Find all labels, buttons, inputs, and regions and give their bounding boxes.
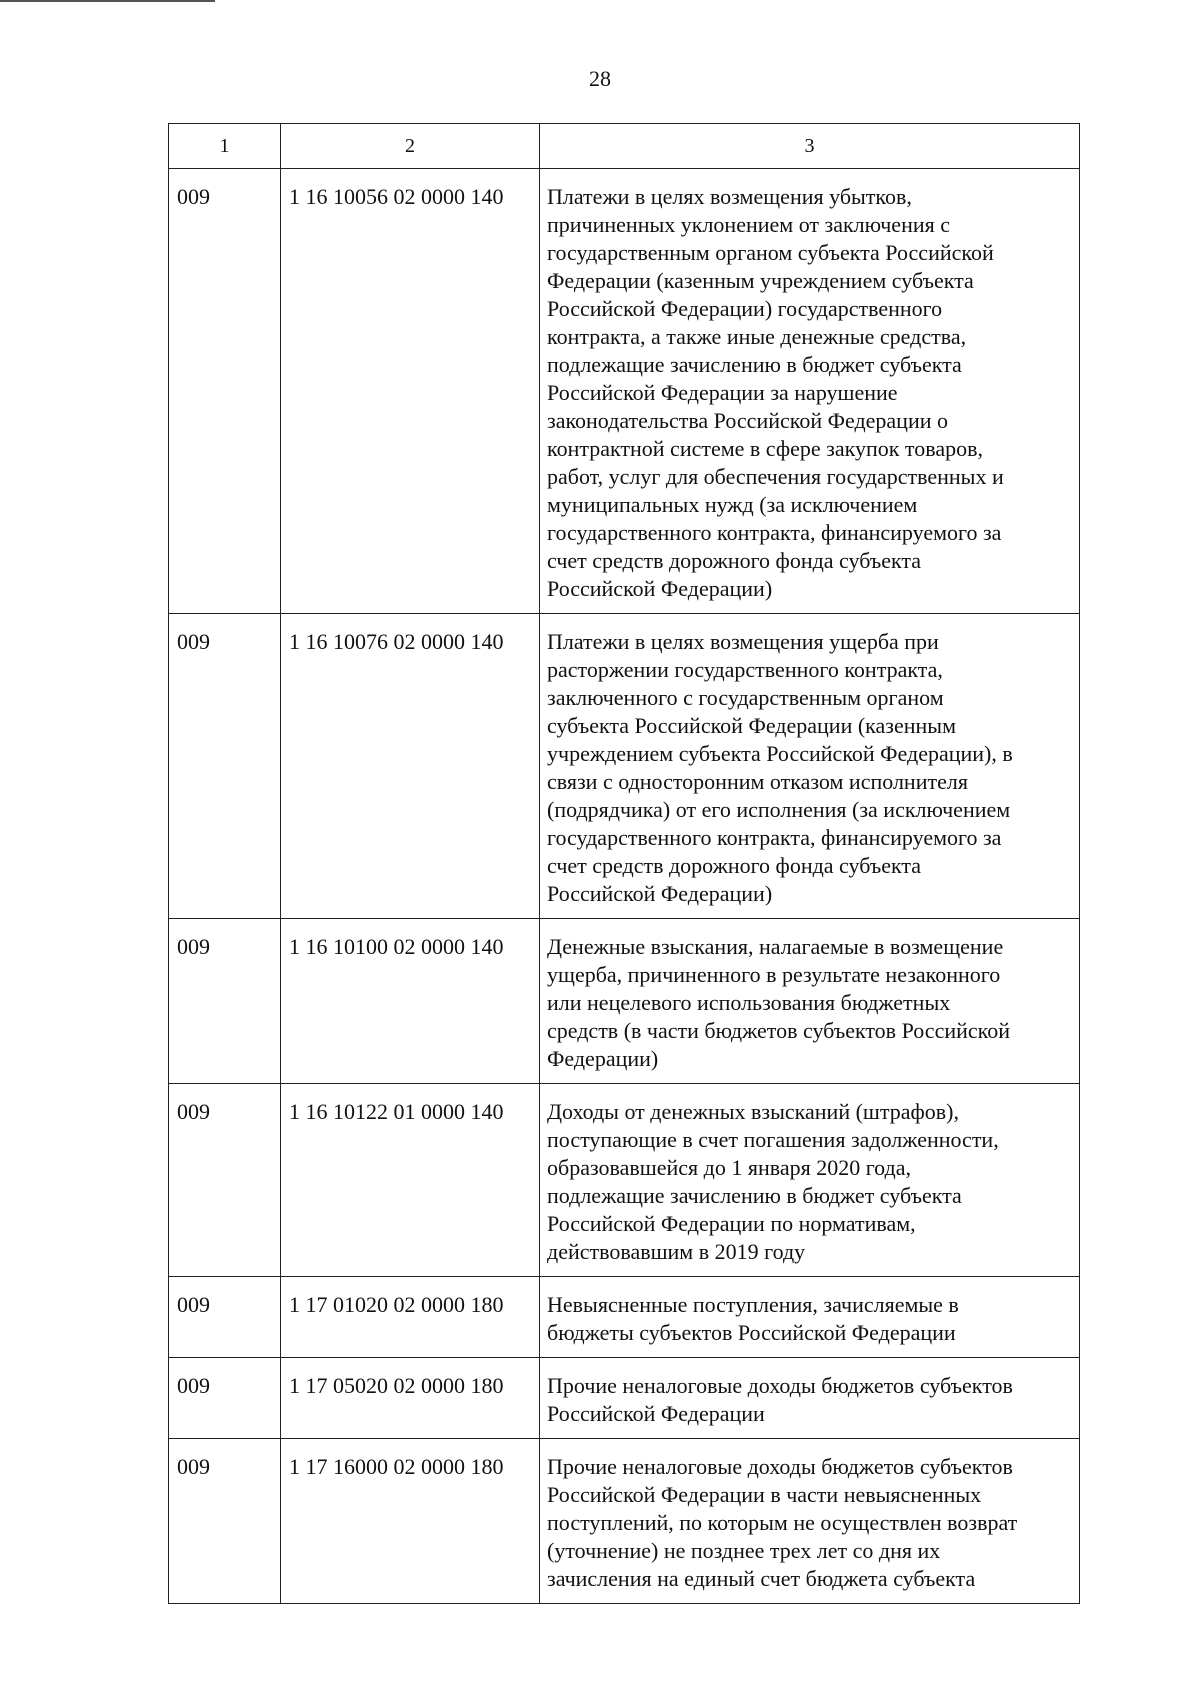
- description-line: Платежи в целях возмещения ущерба при: [547, 629, 939, 654]
- description-line: поступающие в счет погашения задолженности,: [547, 1127, 999, 1152]
- page-number: 28: [589, 66, 611, 91]
- description-line: Российской Федерации в части невыясненных: [547, 1482, 982, 1507]
- admin-code-cell: 009: [169, 169, 281, 614]
- table-header-row: [169, 124, 1080, 169]
- kbk-code-cell: 1 17 05020 02 0000 180: [281, 1358, 540, 1439]
- kbk-code-cell: 1 17 16000 02 0000 180: [281, 1439, 540, 1604]
- description-line: зачисления на единый счет бюджета субъекта: [547, 1566, 976, 1591]
- description-cell: [540, 169, 1080, 614]
- description-line: Российской Федерации за нарушение: [547, 380, 898, 405]
- revenue-codes-table: [168, 123, 1080, 1604]
- admin-code-cell: 009: [169, 919, 281, 1084]
- description-line: Российской Федерации): [547, 576, 773, 601]
- description-cell: [540, 614, 1080, 919]
- description-line: счет средств дорожного фонда субъекта: [547, 853, 922, 878]
- description-line: связи с односторонним отказом исполнителя: [547, 769, 968, 794]
- description-line: Федерации (казенным учреждением субъекта: [547, 268, 974, 293]
- kbk-code-cell: 1 16 10056 02 0000 140: [281, 169, 540, 614]
- table-row: [169, 169, 1080, 614]
- kbk-code-cell: 1 16 10122 01 0000 140: [281, 1084, 540, 1277]
- scan-artifact-line: [0, 0, 215, 2]
- table-row: [169, 1358, 1080, 1439]
- description-line: муниципальных нужд (за исключением: [547, 492, 918, 517]
- description-cell: [540, 1358, 1080, 1439]
- description-line: Невыясненные поступления, зачисляемые в: [547, 1292, 959, 1317]
- admin-code-cell: 009: [169, 614, 281, 919]
- column-header-2: 2: [281, 124, 540, 169]
- description-line: Прочие неналоговые доходы бюджетов субъектов: [547, 1454, 1013, 1479]
- kbk-code-cell: 1 17 01020 02 0000 180: [281, 1277, 540, 1358]
- description-line: Федерации): [547, 1046, 659, 1071]
- description-line: поступлений, по которым не осуществлен возврат: [547, 1510, 1018, 1535]
- admin-code-cell: 009: [169, 1277, 281, 1358]
- description-line: субъекта Российской Федерации (казенным: [547, 713, 956, 738]
- description-line: Платежи в целях возмещения убытков,: [547, 184, 912, 209]
- description-line: счет средств дорожного фонда субъекта: [547, 548, 922, 573]
- description-cell: [540, 1439, 1080, 1604]
- description-line: государственным органом субъекта Российской: [547, 240, 994, 265]
- table-row: [169, 1084, 1080, 1277]
- description-cell: [540, 1084, 1080, 1277]
- description-line: или нецелевого использования бюджетных: [547, 990, 951, 1015]
- description-line: (уточнение) не позднее трех лет со дня их: [547, 1538, 941, 1563]
- description-line: средств (в части бюджетов субъектов Российской: [547, 1018, 1010, 1043]
- description-line: государственного контракта, финансируемого за: [547, 520, 1002, 545]
- description-line: Доходы от денежных взысканий (штрафов),: [547, 1099, 959, 1124]
- description-line: бюджеты субъектов Российской Федерации: [547, 1320, 956, 1345]
- description-line: Прочие неналоговые доходы бюджетов субъектов: [547, 1373, 1013, 1398]
- description-line: Российской Федерации) государственного: [547, 296, 943, 321]
- description-line: Российской Федерации по нормативам,: [547, 1211, 916, 1236]
- table-row: [169, 614, 1080, 919]
- table-row: [169, 1277, 1080, 1358]
- admin-code-cell: 009: [169, 1358, 281, 1439]
- description-line: работ, услуг для обеспечения государственных и: [547, 464, 1004, 489]
- description-line: ущерба, причиненного в результате незаконного: [547, 962, 1001, 987]
- description-line: подлежащие зачислению в бюджет субъекта: [547, 1183, 962, 1208]
- description-cell: [540, 919, 1080, 1084]
- description-line: учреждением субъекта Российской Федерации), в: [547, 741, 1013, 766]
- description-line: контрактной системе в сфере закупок товаров,: [547, 436, 983, 461]
- description-line: Российской Федерации): [547, 881, 773, 906]
- kbk-code-cell: 1 16 10100 02 0000 140: [281, 919, 540, 1084]
- description-line: контракта, а также иные денежные средства,: [547, 324, 967, 349]
- table-row: [169, 1439, 1080, 1604]
- column-header-1: 1: [169, 124, 281, 169]
- description-line: действовавшим в 2019 году: [547, 1239, 806, 1264]
- description-cell: [540, 1277, 1080, 1358]
- description-line: подлежащие зачислению в бюджет субъекта: [547, 352, 962, 377]
- description-line: Денежные взыскания, налагаемые в возмещение: [547, 934, 1004, 959]
- table-body: [169, 169, 1080, 1604]
- description-line: государственного контракта, финансируемого за: [547, 825, 1002, 850]
- description-line: заключенного с государственным органом: [547, 685, 944, 710]
- kbk-code-cell: 1 16 10076 02 0000 140: [281, 614, 540, 919]
- description-line: причиненных уклонением от заключения с: [547, 212, 950, 237]
- admin-code-cell: 009: [169, 1439, 281, 1604]
- description-line: образовавшейся до 1 января 2020 года,: [547, 1155, 911, 1180]
- description-line: расторжении государственного контракта,: [547, 657, 943, 682]
- description-line: Российской Федерации: [547, 1401, 765, 1426]
- admin-code-cell: 009: [169, 1084, 281, 1277]
- table-row: [169, 919, 1080, 1084]
- column-header-3: 3: [540, 124, 1080, 169]
- description-line: законодательства Российской Федерации о: [547, 408, 949, 433]
- description-line: (подрядчика) от его исполнения (за исключением: [547, 797, 1011, 822]
